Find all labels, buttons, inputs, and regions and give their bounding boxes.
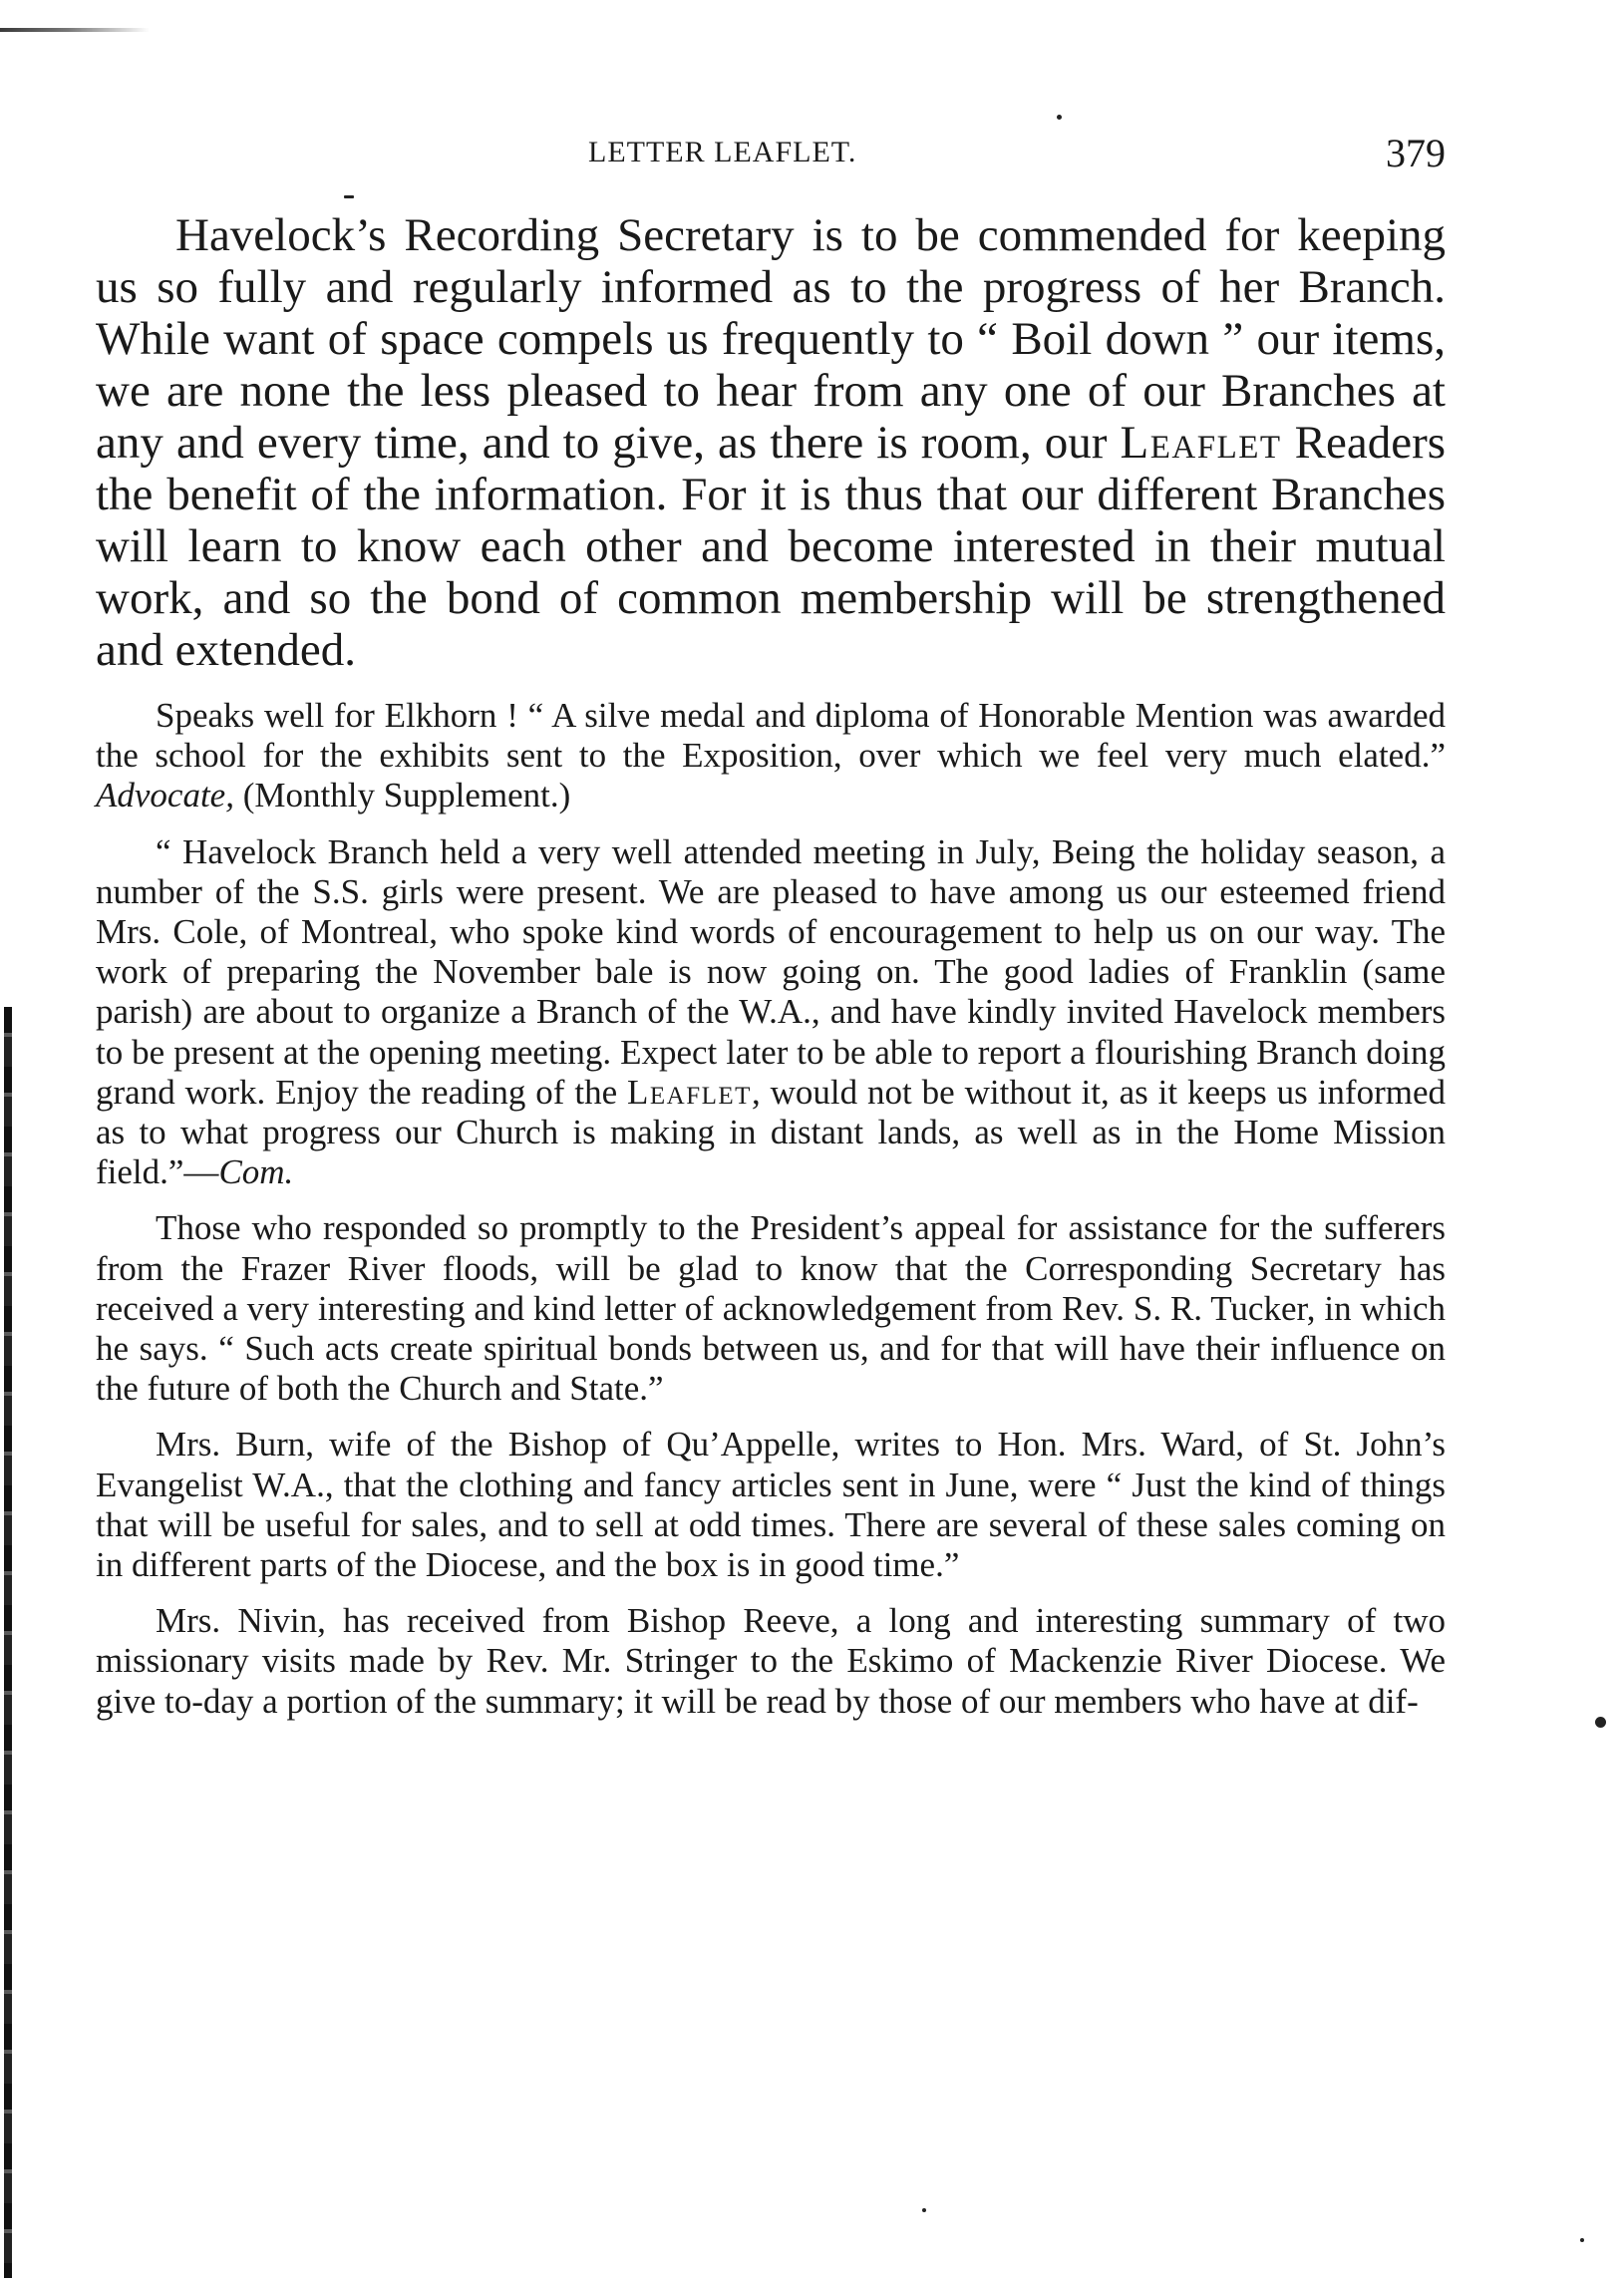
paragraph-text: Readers the benefit of the information. For it is thus that our different Branches will learn to know each other and become interested in their mutual work, and so the bond of common membership will be strengthened and extended. xyxy=(96,417,1447,676)
page-header xyxy=(588,130,1446,189)
paragraph-havelock-secretary xyxy=(96,209,1446,676)
paragraph-havelock-branch xyxy=(96,832,1446,1193)
ink-speck xyxy=(922,2208,926,2212)
page-body xyxy=(96,209,1446,1722)
page-number: 379 xyxy=(1386,131,1446,175)
scan-edge-mark xyxy=(0,28,150,32)
paragraph-text: (Monthly Supplement.) xyxy=(242,776,571,815)
page-binding-edge xyxy=(4,1007,12,2278)
leaflet-smallcaps: Leaflet xyxy=(1120,417,1282,469)
source-com: Com. xyxy=(218,1152,294,1192)
running-head: LETTER LEAFLET. xyxy=(588,136,857,168)
paragraph-elkhorn xyxy=(96,696,1446,816)
paragraph-mrs-burn: Mrs. Burn, wife of the Bishop of Qu’Appelle, writes to Hon. Mrs. Ward, of St. John’s Evangelist W.A., that the clothing and fancy articles sent in June, were “ Just the kind of things that will be useful for sales, and to sell at odd times. There are several of these sales coming on in different parts of the Diocese, and the box is in good time.” xyxy=(96,1425,1446,1585)
ink-speck xyxy=(1580,2238,1584,2242)
paragraph-text: “ Havelock Branch held a very well attended meeting in July, Being the holiday season, a number of the S.S. girls were present. We are pleased to have among us our esteemed friend Mrs. Cole, of Montreal, who spoke kind words of encouragement to help us on our way. The work of preparing the November bale is now going on. The good ladies of Franklin (same parish) are about to organize a Branch of the W.A., and have kindly invited Havelock members to be present at the opening meeting. Expect later to be able to report a flourishing Branch doing grand work. Enjoy the reading of the xyxy=(96,831,1446,1112)
ink-speck xyxy=(344,195,354,198)
paragraph-text: Speaks well for Elkhorn ! “ A silve medal and diploma of Honorable Mention was awarded the school for the exhibits sent to the Exposition, over which we feel very much elated.” xyxy=(96,696,1446,776)
paragraph-text: , would not be without it, as it keeps us informed as to what progress our Church is making in distant lands, as well as in the Home Mission field.”— xyxy=(96,1072,1446,1192)
paragraph-text: Havelock’s Recording Secretary is to be commended for keeping us so fully and regularly informed as to the progress of her Branch. While want of space compels us frequently to “ Boil down ” our items, we are none the less pleased to hear from any one of our Branches at any and every time, and to give, as there is room, our xyxy=(96,209,1446,469)
paragraph-frazer-river: Those who responded so promptly to the President’s appeal for assistance for the sufferers from the Frazer River floods, will be glad to know that the Corresponding Secretary has received a very interesting and kind letter of acknowledgement from Rev. S. R. Tucker, in which he says. “ Such acts create spiritual bonds between us, and for that will have their influence on the future of both the Church and State.” xyxy=(96,1208,1446,1409)
ink-speck xyxy=(1595,1717,1606,1728)
leaflet-smallcaps: Leaflet xyxy=(627,1072,752,1112)
source-advocate: Advocate, xyxy=(96,776,234,815)
ink-speck xyxy=(1057,115,1062,120)
paragraph-mrs-nivin: Mrs. Nivin, has received from Bishop Reeve, a long and interesting summary of two missionary visits made by Rev. Mr. Stringer to the Eskimo of Mackenzie River Diocese. We give to-day a portion of the summary; it will be read by those of our members who have at dif- xyxy=(96,1601,1446,1721)
